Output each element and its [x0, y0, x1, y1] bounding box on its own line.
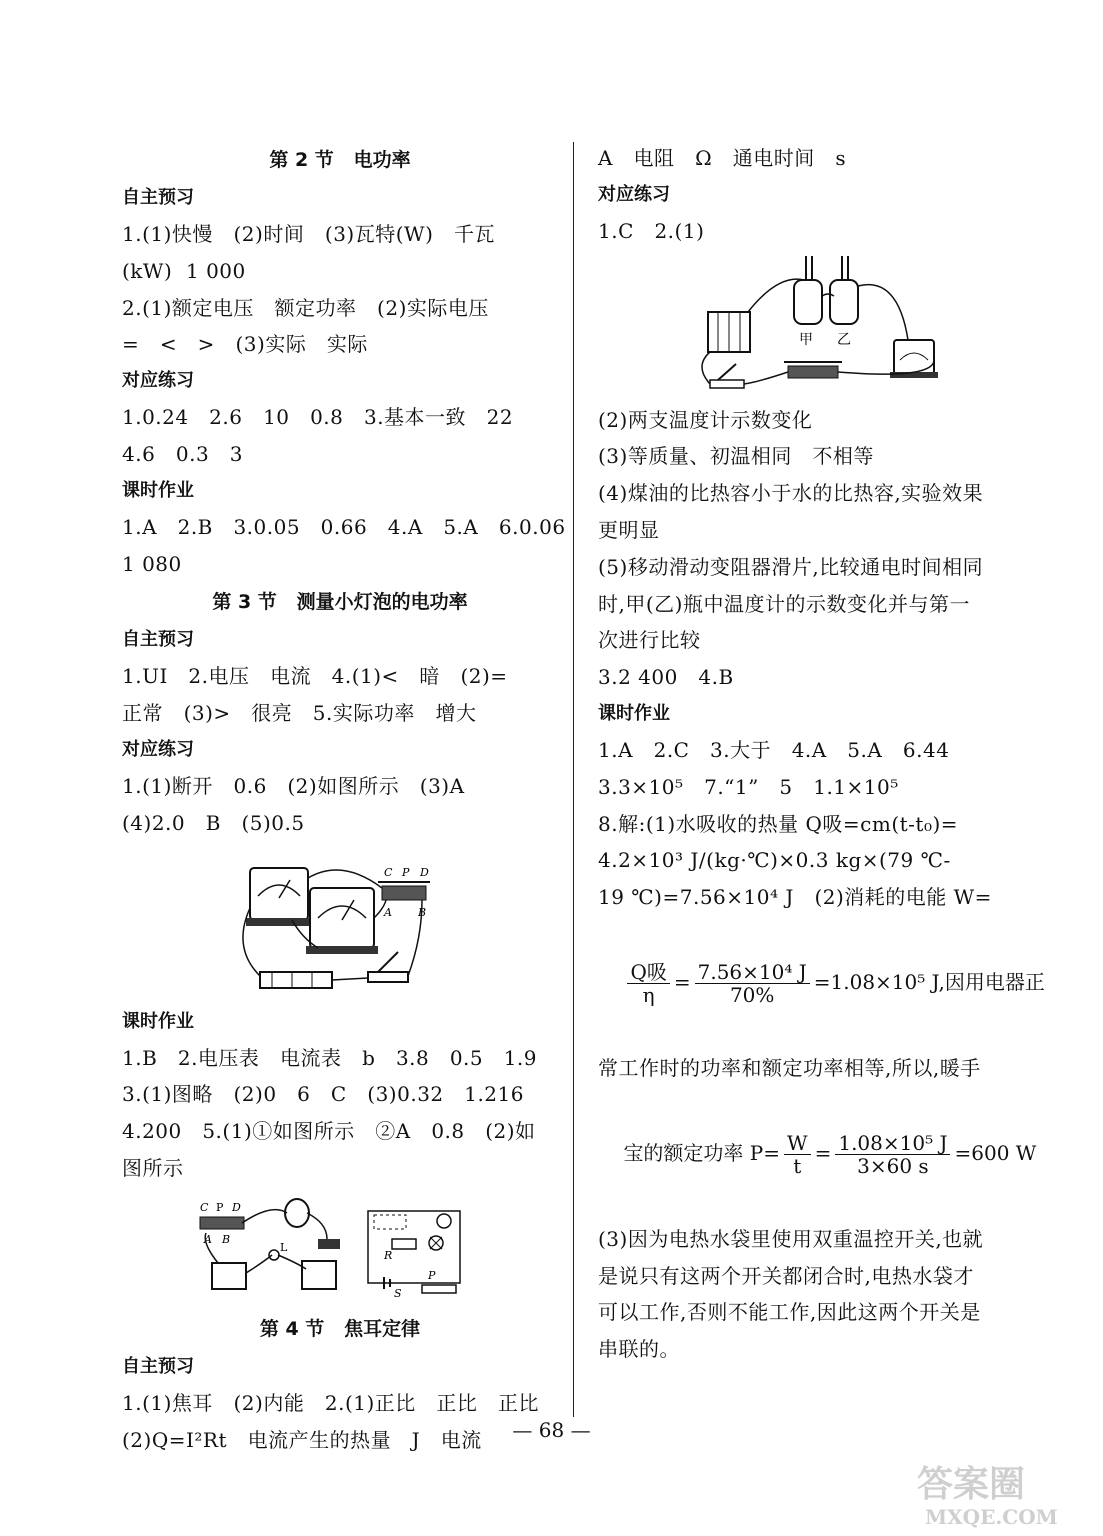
- text-line: 2.(1)额定电压 额定功率 (2)实际电压: [122, 295, 489, 320]
- section-3-preview-heading: 自主预习: [122, 629, 194, 651]
- section-2-practice-heading: 对应练习: [122, 370, 194, 392]
- text-line: 更明显: [598, 517, 660, 542]
- text-line: 1.B 2.电压表 电流表 b 3.8 0.5 1.9: [122, 1045, 538, 1070]
- fig2-label-p: P: [216, 1200, 224, 1214]
- svg-text:B: B: [418, 905, 427, 919]
- text-line: 1.A 2.C 3.大于 4.A 5.A 6.44: [598, 737, 950, 762]
- text-line: 正常 (3)> 很亮 5.实际功率 增大: [122, 701, 477, 726]
- fraction: $\frac{W}{t}$: [784, 1132, 811, 1177]
- text-line: 可以工作,否则不能工作,因此这两个开关是: [598, 1300, 981, 1325]
- section-2-title: 第 2 节 电功率: [269, 149, 411, 171]
- text-line: 1 080: [122, 551, 182, 576]
- text-line: 1.(1)快慢 (2)时间 (3)瓦特(W) 千瓦: [122, 222, 495, 246]
- fig2-label-b: B: [222, 1232, 231, 1246]
- text-line: 1.UI 2.电压 电流 4.(1)< 暗 (2)=: [122, 664, 508, 689]
- text-line: 常工作时的功率和额定功率相等,所以,暖手: [598, 1055, 981, 1080]
- joule-experiment-diagram: [598, 256, 1038, 396]
- text-line: A 电阻 Ω 通电时间 s: [598, 146, 847, 170]
- text-line: 8.解:(1)水吸收的热量 Q吸=cm(t-t₀)=: [598, 811, 959, 836]
- text-line: 时,甲(乙)瓶中温度计的示数变化并与第一: [598, 591, 970, 616]
- text-line: 3.(1)图略 (2)0 6 C (3)0.32 1.216: [122, 1082, 524, 1107]
- fraction: $\frac{\text{1.08×10⁵ J}}{3\times 60 s}$: [835, 1132, 950, 1177]
- text-line: (4)煤油的比热容小于水的比热容,实验效果: [598, 481, 984, 506]
- right-practice-heading: 对应练习: [598, 183, 670, 205]
- text-line: 1.(1)焦耳 (2)内能 2.(1)正比 正比 正比: [122, 1390, 539, 1415]
- text-line: 串联的。: [598, 1337, 680, 1362]
- right-homework-heading: 课时作业: [598, 702, 670, 724]
- watermark-logo-icon: [911, 1452, 1081, 1530]
- page-number: — 68 —: [512, 1418, 591, 1442]
- fig2-label-r: R: [384, 1248, 393, 1262]
- fig2-label-a: A: [204, 1232, 212, 1246]
- circuit-figure-1: [122, 848, 558, 998]
- svg-text:D: D: [420, 865, 429, 879]
- circuit-diagram-lamp: [122, 1193, 558, 1303]
- fig2-label-p2: P: [428, 1268, 436, 1282]
- text-line: 19 ℃)=7.56×10⁴ J (2)消耗的电能 W=: [598, 885, 992, 910]
- column-divider: [573, 142, 574, 1417]
- section-3-homework-heading: 课时作业: [122, 1010, 194, 1032]
- circuit-diagram-voltmeter-ammeter: [122, 848, 558, 998]
- section-2-homework-heading: 课时作业: [122, 479, 194, 501]
- text-line: 1.0.24 2.6 10 0.8 3.基本一致 22: [122, 405, 514, 430]
- svg-text:C: C: [384, 865, 393, 879]
- text-line: (2)Q=I²Rt 电流产生的热量 J 电流: [122, 1427, 482, 1452]
- section-4-preview-heading: 自主预习: [122, 1355, 194, 1377]
- fig2-label-s: S: [394, 1286, 402, 1300]
- text-line: (5)移动滑动变阻器滑片,比较通电时间相同: [598, 554, 984, 579]
- left-column: [122, 140, 566, 1458]
- text-line: 1.A 2.B 3.0.05 0.66 4.A 5.A 6.0.06: [122, 514, 566, 539]
- equation-line-2: 宝的额定功率 P= $\frac{W}{t}$ = $\frac{\text{1.08×10⁵ J}}{3\times 60 s}$ =600 W: [623, 1130, 1037, 1178]
- text-line: 1.C 2.(1): [598, 218, 705, 243]
- right-column: [598, 140, 1045, 1368]
- text-line: 次进行比较: [598, 628, 701, 653]
- svg-text:A: A: [384, 905, 392, 919]
- watermark-text-url: MXQE.COM: [925, 1505, 1058, 1529]
- fig2-label-l: L: [280, 1240, 288, 1254]
- joule-experiment-figure: [598, 256, 1038, 396]
- watermark-text-main: 答案圈: [917, 1463, 1026, 1505]
- text-line: (kW) 1 000: [122, 258, 246, 283]
- section-2-preview-heading: 自主预习: [122, 187, 194, 208]
- text-line: 3.2 400 4.B: [598, 665, 734, 690]
- bottle-label-jia: 甲: [799, 331, 813, 348]
- text-line: (3)等质量、初温相同 不相等: [598, 444, 874, 469]
- circuit-figure-2: [122, 1193, 558, 1303]
- svg-text:P: P: [402, 865, 410, 879]
- section-3-title: 第 3 节 测量小灯泡的电功率: [212, 591, 468, 614]
- text-line: (3)因为电热水袋里使用双重温控开关,也就: [598, 1226, 984, 1251]
- section-4-title: 第 4 节 焦耳定律: [259, 1317, 421, 1340]
- fraction: $\frac{\text{7.56×10⁴ J}}{70\%}$: [695, 961, 810, 1006]
- text-line: 4.6 0.3 3: [122, 441, 243, 466]
- section-3-practice-heading: 对应练习: [122, 738, 194, 760]
- fig2-label-d: D: [232, 1200, 241, 1214]
- text-line: 4.200 5.(1)①如图所示 ②A 0.8 (2)如: [122, 1119, 536, 1144]
- text-line: (4)2.0 B (5)0.5: [122, 810, 305, 835]
- text-line: (2)两支温度计示数变化: [598, 407, 813, 432]
- text-line: = < > (3)实际 实际: [122, 332, 368, 357]
- equation-line-1: $\frac{\text{Q吸}}{\eta}$ = $\frac{\text{7.56×10⁴ J}}{70\%}$ =1.08×10⁵ J,因用电器正: [598, 916, 1038, 1050]
- fig2-label-c: C: [200, 1200, 209, 1214]
- bottle-label-yi: 乙: [837, 331, 851, 348]
- text-line: 1.(1)断开 0.6 (2)如图所示 (3)A: [122, 773, 465, 798]
- text-line: 3.3×10⁵ 7.“1” 5 1.1×10⁵: [598, 774, 899, 799]
- fraction: $\frac{\text{Q吸}}{\eta}$: [627, 961, 669, 1006]
- text-line: 4.2×10³ J/(kg·℃)×0.3 kg×(79 ℃-: [598, 848, 951, 873]
- text-line: 图所示: [122, 1155, 184, 1180]
- text-line: 是说只有这两个开关都闭合时,电热水袋才: [598, 1263, 974, 1288]
